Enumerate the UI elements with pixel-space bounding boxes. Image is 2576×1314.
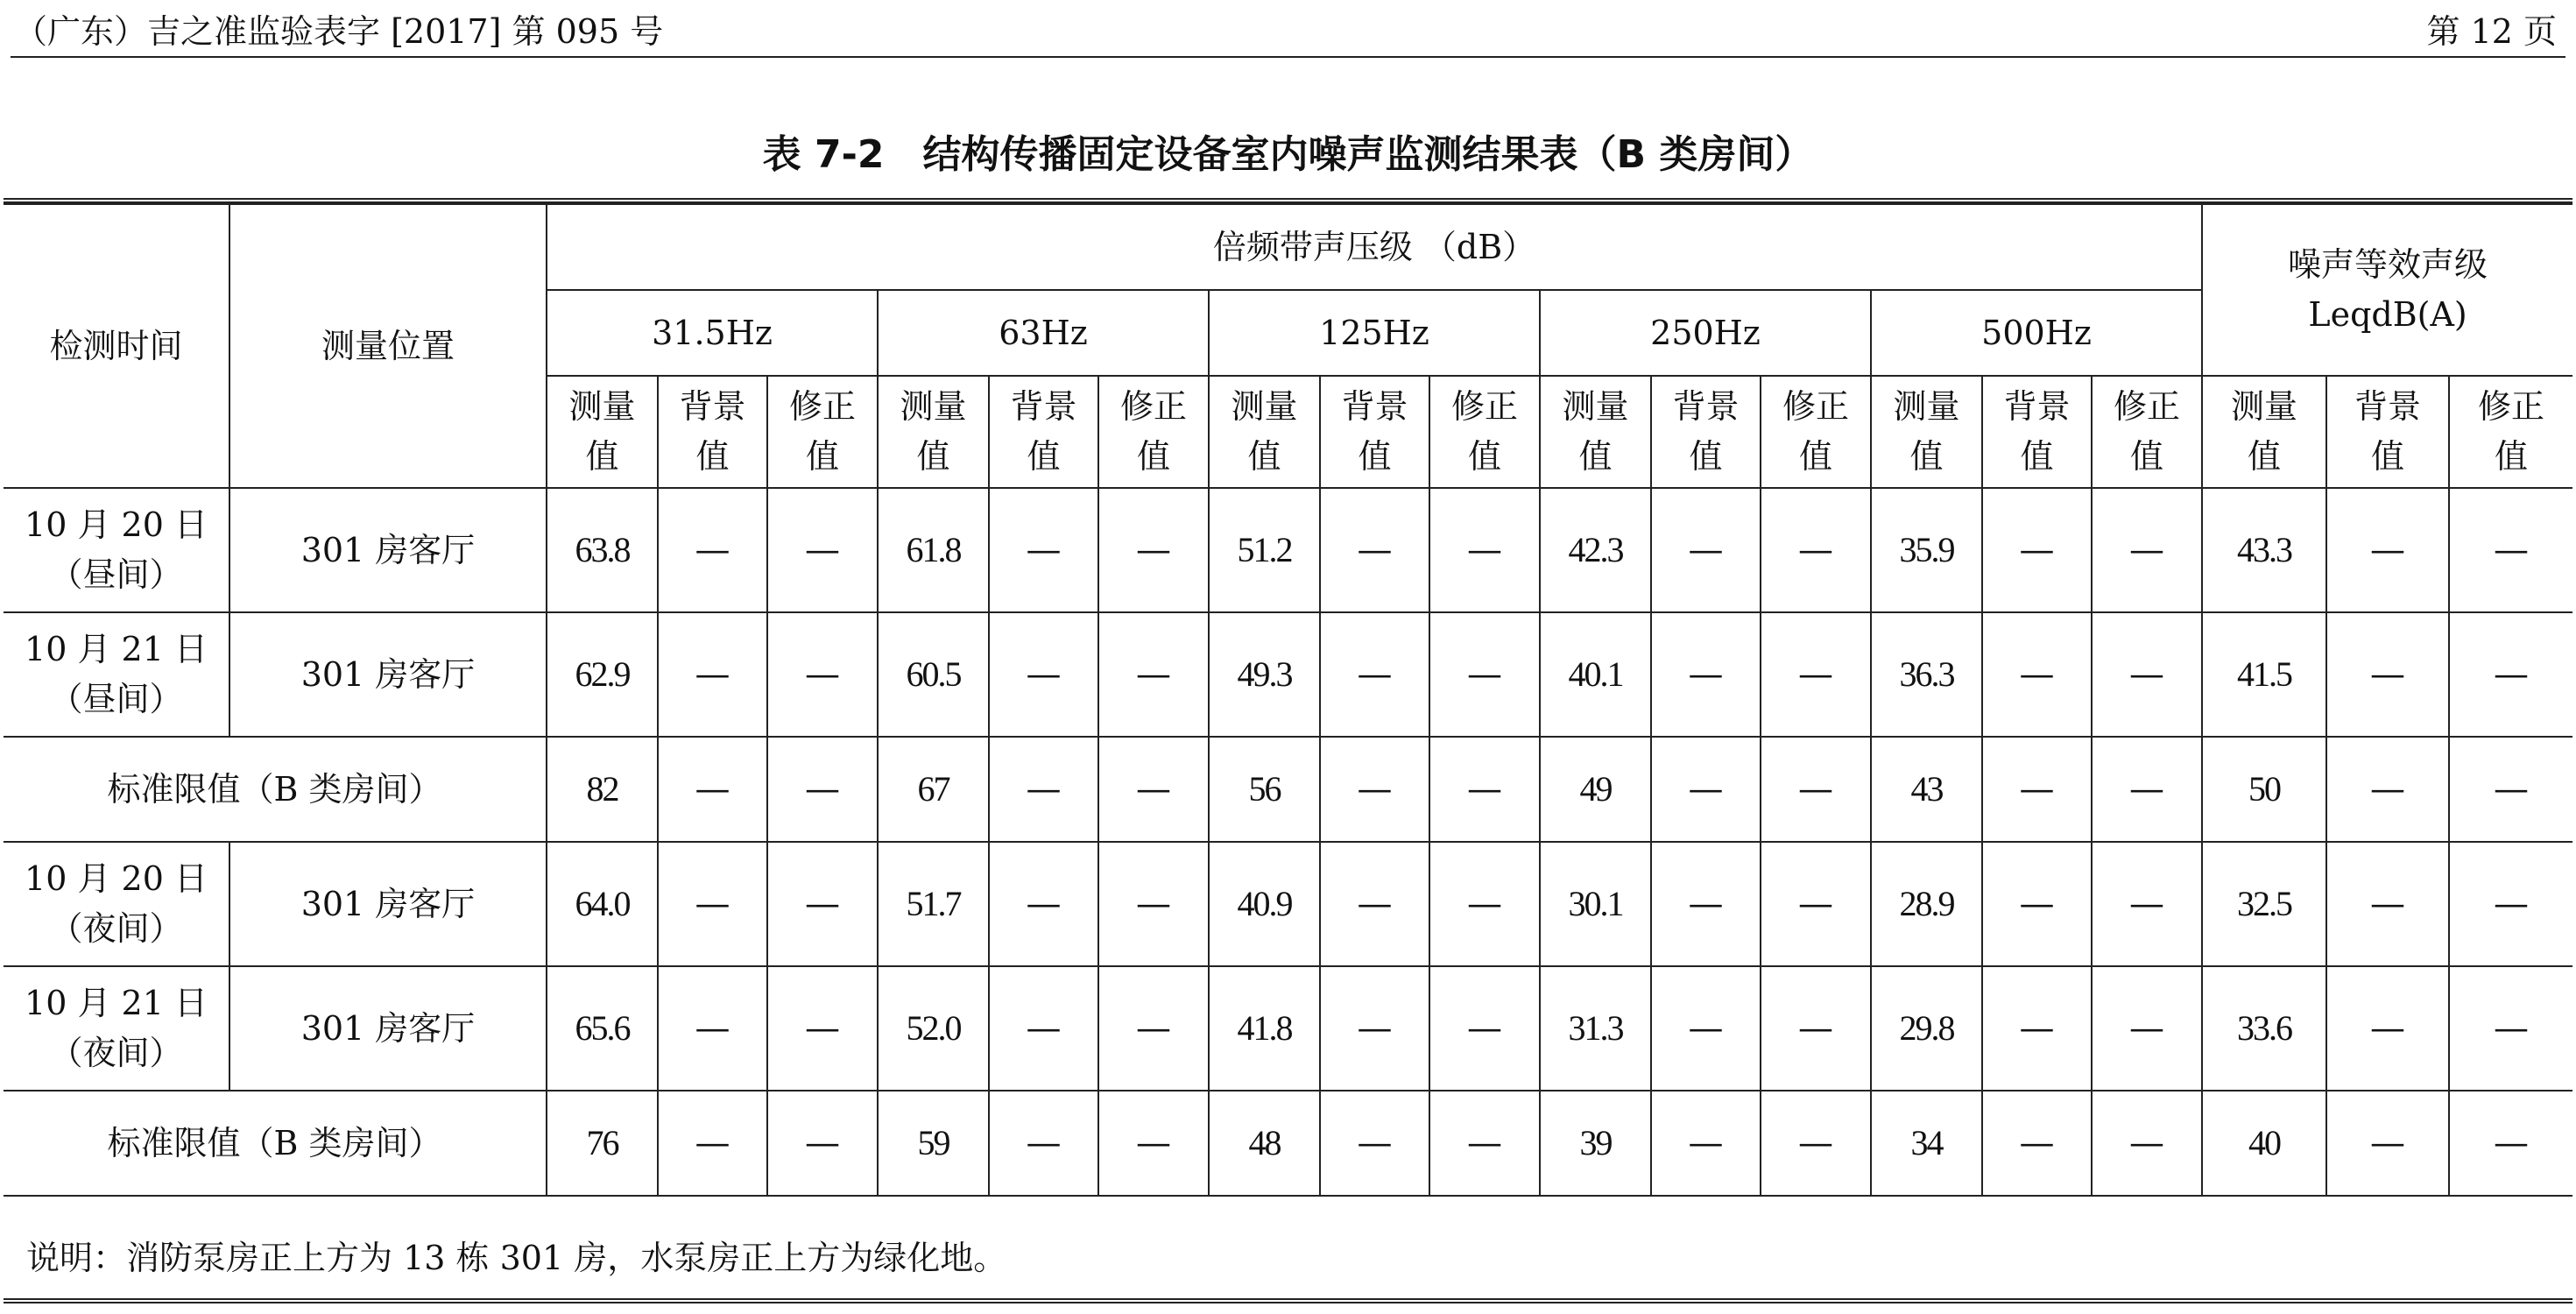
cell-value: 60.5	[878, 612, 989, 737]
col-header-band: 500Hz	[1871, 290, 2202, 376]
sub-header-line2: 值	[2371, 437, 2405, 476]
cell-empty: —	[767, 1091, 878, 1196]
sub-header-line1: 修正	[1119, 387, 1187, 426]
cell-value: 50	[2202, 737, 2326, 842]
cell-empty: —	[2326, 488, 2449, 612]
noise-results-table	[4, 203, 2572, 1197]
cell-empty: —	[658, 488, 767, 612]
cell-empty: —	[1651, 737, 1761, 842]
cell-empty: —	[2092, 842, 2202, 966]
cell-empty: —	[2449, 842, 2572, 966]
standard-limit-label: 标准限值（B 类房间）	[4, 737, 547, 842]
sub-header-line2: 值	[1136, 437, 1170, 476]
cell-empty: —	[2449, 488, 2572, 612]
col-header-time: 检测时间	[4, 204, 229, 488]
cell-value: 28.9	[1871, 842, 1982, 966]
cell-empty: —	[1320, 966, 1429, 1091]
cell-empty: —	[1429, 737, 1540, 842]
sub-header-line1: 测量	[2231, 387, 2298, 426]
cell-value: 40	[2202, 1091, 2326, 1196]
sub-header-line2: 值	[585, 437, 619, 476]
sub-header-line2: 值	[1909, 437, 1944, 476]
cell-empty: —	[1098, 737, 1209, 842]
cell-empty: —	[1982, 488, 2092, 612]
cell-empty: —	[1429, 966, 1540, 1091]
standard-limit-row	[4, 737, 2572, 842]
col-header-leq-group	[2202, 204, 2572, 376]
col-header-sub	[1209, 376, 1320, 488]
sub-header-line2: 值	[805, 437, 839, 476]
cell-value: 56	[1209, 737, 1320, 842]
col-header-sub	[1651, 376, 1761, 488]
col-header-sub	[2326, 376, 2449, 488]
col-header-sub	[767, 376, 878, 488]
cell-value: 49	[1540, 737, 1651, 842]
cell-value: 48	[1209, 1091, 1320, 1196]
bottom-rule	[4, 1298, 2572, 1303]
sub-header-line2: 值	[2130, 437, 2164, 476]
col-header-sub	[1540, 376, 1651, 488]
cell-empty: —	[767, 842, 878, 966]
sub-header-line1: 测量	[1231, 387, 1298, 426]
cell-empty: —	[658, 842, 767, 966]
cell-value: 61.8	[878, 488, 989, 612]
cell-empty: —	[2092, 488, 2202, 612]
leq-group-line2: LeqdB(A)	[2308, 295, 2467, 334]
table-row	[4, 966, 2572, 1091]
cell-empty: —	[658, 612, 767, 737]
cell-empty: —	[989, 737, 1098, 842]
cell-value: 43.3	[2202, 488, 2326, 612]
cell-empty: —	[767, 737, 878, 842]
standard-limit-row	[4, 1091, 2572, 1196]
sub-header-line2: 值	[1689, 437, 1723, 476]
leq-group-line1: 噪声等效声级	[2288, 245, 2488, 284]
cell-empty: —	[1098, 612, 1209, 737]
sub-header-line2: 值	[916, 437, 950, 476]
cell-empty: —	[1320, 488, 1429, 612]
cell-empty: —	[1761, 488, 1871, 612]
cell-empty: —	[2092, 966, 2202, 1091]
sub-header-line1: 背景	[2354, 387, 2422, 426]
cell-location: 301 房客厅	[229, 612, 547, 737]
cell-empty: —	[658, 737, 767, 842]
cell-empty: —	[1429, 612, 1540, 737]
col-header-sub	[2092, 376, 2202, 488]
col-header-sub	[1098, 376, 1209, 488]
cell-empty: —	[1429, 488, 1540, 612]
sub-header-line2: 值	[2020, 437, 2054, 476]
cell-empty: —	[1982, 842, 2092, 966]
cell-empty: —	[989, 1091, 1098, 1196]
cell-empty: —	[2092, 737, 2202, 842]
sub-header-line1: 背景	[1341, 387, 1408, 426]
cell-empty: —	[2326, 737, 2449, 842]
cell-empty: —	[989, 612, 1098, 737]
page-number: 第 12 页	[2426, 11, 2557, 51]
cell-empty: —	[767, 612, 878, 737]
cell-value: 35.9	[1871, 488, 1982, 612]
cell-empty: —	[1651, 842, 1761, 966]
cell-empty: —	[1651, 488, 1761, 612]
cell-value: 30.1	[1540, 842, 1651, 966]
cell-empty: —	[989, 842, 1098, 966]
cell-value: 36.3	[1871, 612, 1982, 737]
cell-empty: —	[2449, 612, 2572, 737]
cell-value: 65.6	[547, 966, 658, 1091]
page-header	[11, 0, 2565, 58]
cell-empty: —	[1982, 737, 2092, 842]
col-header-band: 31.5Hz	[547, 290, 878, 376]
cell-empty: —	[2092, 612, 2202, 737]
col-header-sub	[1320, 376, 1429, 488]
cell-empty: —	[2449, 1091, 2572, 1196]
cell-value: 40.9	[1209, 842, 1320, 966]
cell-empty: —	[1320, 842, 1429, 966]
cell-location: 301 房客厅	[229, 488, 547, 612]
cell-value: 34	[1871, 1091, 1982, 1196]
cell-empty: —	[658, 1091, 767, 1196]
cell-empty: —	[1098, 488, 1209, 612]
col-header-sub	[2202, 376, 2326, 488]
cell-value: 52.0	[878, 966, 989, 1091]
cell-time	[4, 842, 229, 966]
col-header-band: 125Hz	[1209, 290, 1540, 376]
cell-value: 82	[547, 737, 658, 842]
cell-empty: —	[1761, 612, 1871, 737]
cell-value: 67	[878, 737, 989, 842]
cell-empty: —	[1098, 842, 1209, 966]
cell-period: （昼间）	[49, 555, 183, 594]
cell-value: 49.3	[1209, 612, 1320, 737]
cell-empty: —	[1982, 966, 2092, 1091]
cell-value: 59	[878, 1091, 989, 1196]
cell-period: （夜间）	[49, 1034, 183, 1072]
cell-location: 301 房客厅	[229, 966, 547, 1091]
cell-location: 301 房客厅	[229, 842, 547, 966]
sub-header-line1: 测量	[1893, 387, 1960, 426]
sub-header-line2: 值	[1358, 437, 1392, 476]
report-number: （广东）吉之准监验表字 [2017] 第 095 号	[14, 11, 664, 51]
sub-header-line2: 值	[2495, 437, 2529, 476]
cell-empty: —	[1651, 1091, 1761, 1196]
cell-empty: —	[1761, 966, 1871, 1091]
sub-header-line1: 背景	[2003, 387, 2071, 426]
col-header-sub	[547, 376, 658, 488]
sub-header-line2: 值	[1027, 437, 1061, 476]
cell-empty: —	[1761, 842, 1871, 966]
cell-value: 29.8	[1871, 966, 1982, 1091]
cell-empty: —	[1429, 1091, 1540, 1196]
table-title: 表 7-2 结构传播固定设备室内噪声监测结果表（B 类房间）	[762, 132, 1814, 177]
cell-empty: —	[1651, 966, 1761, 1091]
cell-date: 10 月 20 日	[25, 859, 208, 898]
sub-header-line2: 值	[1578, 437, 1613, 476]
cell-empty: —	[2326, 612, 2449, 737]
table-row	[4, 488, 2572, 612]
cell-empty: —	[1098, 966, 1209, 1091]
col-header-sub	[1871, 376, 1982, 488]
sub-header-line2: 值	[695, 437, 730, 476]
cell-empty: —	[1320, 737, 1429, 842]
col-header-band: 63Hz	[878, 290, 1209, 376]
sub-header-line1: 背景	[679, 387, 746, 426]
cell-value: 62.9	[547, 612, 658, 737]
cell-value: 33.6	[2202, 966, 2326, 1091]
cell-value: 76	[547, 1091, 658, 1196]
cell-value: 51.2	[1209, 488, 1320, 612]
col-header-octave-group: 倍频带声压级 （dB）	[547, 204, 2202, 290]
col-header-sub	[2449, 376, 2572, 488]
table-row	[4, 612, 2572, 737]
cell-value: 31.3	[1540, 966, 1651, 1091]
sub-header-line1: 测量	[900, 387, 967, 426]
cell-empty: —	[1982, 612, 2092, 737]
sub-header-line2: 值	[1467, 437, 1501, 476]
sub-header-line1: 测量	[1562, 387, 1629, 426]
sub-header-line1: 修正	[2114, 387, 2181, 426]
cell-empty: —	[989, 966, 1098, 1091]
cell-time	[4, 612, 229, 737]
sub-header-line1: 修正	[1450, 387, 1518, 426]
cell-period: （夜间）	[49, 909, 183, 948]
col-header-location: 测量位置	[229, 204, 547, 488]
cell-empty: —	[1320, 1091, 1429, 1196]
sub-header-line2: 值	[1798, 437, 1832, 476]
cell-empty: —	[2326, 842, 2449, 966]
cell-empty: —	[1761, 1091, 1871, 1196]
cell-empty: —	[1651, 612, 1761, 737]
cell-empty: —	[1320, 612, 1429, 737]
cell-empty: —	[1982, 1091, 2092, 1196]
sub-header-line1: 背景	[1672, 387, 1740, 426]
cell-value: 42.3	[1540, 488, 1651, 612]
cell-empty: —	[2092, 1091, 2202, 1196]
cell-date: 10 月 20 日	[25, 505, 208, 544]
col-header-sub	[1761, 376, 1871, 488]
cell-date: 10 月 21 日	[25, 984, 208, 1022]
table-row	[4, 842, 2572, 966]
cell-value: 32.5	[2202, 842, 2326, 966]
cell-empty: —	[658, 966, 767, 1091]
cell-time	[4, 966, 229, 1091]
cell-empty: —	[1429, 842, 1540, 966]
sub-header-line1: 修正	[788, 387, 856, 426]
cell-empty: —	[2449, 966, 2572, 1091]
cell-value: 64.0	[547, 842, 658, 966]
sub-header-line1: 修正	[2478, 387, 2545, 426]
col-header-band: 250Hz	[1540, 290, 1871, 376]
cell-empty: —	[1761, 737, 1871, 842]
cell-value: 41.5	[2202, 612, 2326, 737]
standard-limit-label: 标准限值（B 类房间）	[4, 1091, 547, 1196]
cell-empty: —	[989, 488, 1098, 612]
cell-period: （昼间）	[49, 680, 183, 718]
cell-value: 63.8	[547, 488, 658, 612]
cell-date: 10 月 21 日	[25, 630, 208, 668]
cell-time	[4, 488, 229, 612]
cell-value: 43	[1871, 737, 1982, 842]
col-header-sub	[658, 376, 767, 488]
cell-empty: —	[2326, 966, 2449, 1091]
col-header-sub	[1982, 376, 2092, 488]
sub-header-line1: 背景	[1010, 387, 1077, 426]
cell-empty: —	[2326, 1091, 2449, 1196]
cell-value: 40.1	[1540, 612, 1651, 737]
sub-header-line2: 值	[2248, 437, 2282, 476]
cell-empty: —	[767, 966, 878, 1091]
cell-value: 41.8	[1209, 966, 1320, 1091]
col-header-sub	[1429, 376, 1540, 488]
col-header-sub	[989, 376, 1098, 488]
cell-value: 51.7	[878, 842, 989, 966]
cell-empty: —	[767, 488, 878, 612]
table-note: 说明：消防泵房正上方为 13 栋 301 房，水泵房正上方为绿化地。	[26, 1239, 1007, 1277]
sub-header-line1: 修正	[1782, 387, 1849, 426]
col-header-sub	[878, 376, 989, 488]
cell-value: 39	[1540, 1091, 1651, 1196]
cell-empty: —	[2449, 737, 2572, 842]
cell-empty: —	[1098, 1091, 1209, 1196]
sub-header-line2: 值	[1247, 437, 1281, 476]
sub-header-line1: 测量	[568, 387, 636, 426]
results-table-wrapper	[4, 198, 2572, 1197]
